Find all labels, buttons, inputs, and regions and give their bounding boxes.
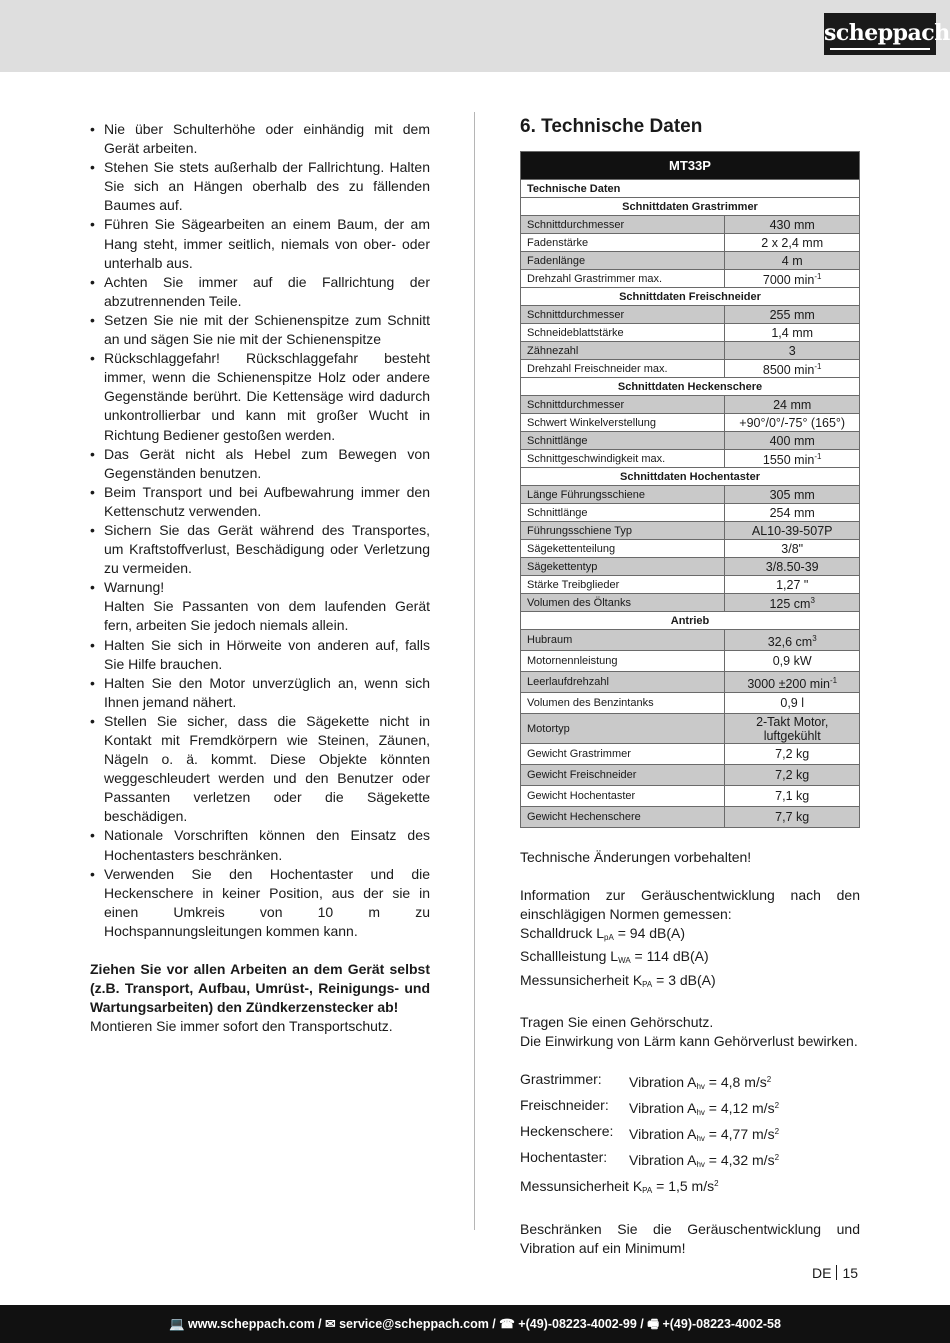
safety-instructions-column — [90, 120, 430, 1036]
vibration-row: Heckenschere: Vibration $A_{hv} = 4,77$ $m/s^2$ — [520, 1123, 780, 1144]
table-row: Schnittdurchmesser 255 mm — [521, 306, 860, 324]
hearing-loss-note: Die Einwirkung von Lärm kann Gehörverlust bewirken. — [520, 1032, 858, 1049]
vibration-uncertainty: Messunsicherheit $K_{PA} = 1,5$ $m/s^2$ — [520, 1178, 719, 1196]
table-row: Gewicht Hochentaster 7,1 kg — [521, 786, 860, 807]
header-bar — [0, 0, 950, 72]
table-row: Länge Führungsschiene 305 mm — [521, 486, 860, 504]
safety-bullet-list — [90, 120, 430, 941]
list-item: • Achten Sie immer auf die Fallrichtung der abzutrennenden Teile. — [90, 273, 430, 311]
limit-note: Beschränken Sie die Geräuschentwicklung und Vibration auf ein Minimum! — [520, 1220, 860, 1256]
column-divider — [474, 112, 475, 1230]
list-item-warning — [90, 578, 430, 635]
vibration-row: Hochentaster: Vibration $A_{hv} = 4,32$ $m/s^2$ — [520, 1149, 780, 1170]
table-row: Zähnezahl 3 — [521, 342, 860, 360]
table-row: Schneideblattstärke 1,4 mm — [521, 324, 860, 342]
vibration-row: Grastrimmer: Vibration $A_{hv} = 4,8$ $m/s^2$ — [520, 1071, 772, 1092]
logo-underline — [830, 48, 930, 50]
warning-label: Warnung! — [104, 579, 165, 596]
table-row: Drehzahl Freischneider max. 8500 $\min^{-1}$ — [521, 360, 860, 378]
vibration-row: Freischneider: Vibration $A_{hv} = 4,12$ $m/s^2$ — [520, 1097, 780, 1118]
table-row: Führungsschiene Typ AL10-39-507P — [521, 522, 860, 540]
table-row: Gewicht Grastrimmer 7,2 kg — [521, 744, 860, 765]
list-item: • Das Gerät nicht als Hebel zum Bewegen von Gegenständen benutzen. — [90, 445, 430, 483]
table-row: Gewicht Freischneider 7,2 kg — [521, 765, 860, 786]
table-row: Gewicht Hechenschere 7,7 kg — [521, 807, 860, 828]
section-heading: 6. Technische Daten — [520, 116, 703, 137]
warning-detail: Halten Sie Passanten von dem laufenden Gerät fern, arbeiten Sie jedoch niemals allein. — [104, 598, 430, 634]
table-row: Sägekettenteilung 3/8" — [521, 540, 860, 558]
table-row: Volumen des Öltanks 125 $cm^3$ — [521, 594, 860, 612]
table-main-header: Technische Daten — [521, 180, 860, 198]
list-item: • Verwenden Sie den Hochentaster und die Heckenschere in keiner Position, aus der sie in einen Umkreis von 10 m zu Hochspannungsleitungen kommen kann. — [90, 865, 430, 941]
table-section-header: Schnittdaten Grastrimmer — [521, 198, 860, 216]
list-item: • Führen Sie Sägearbeiten an einem Baum, der am Hang steht, immer seitlich, niemals von ober- oder unterhalb aus. — [90, 215, 430, 272]
sound-power: Schallleistung $L_{WA} = 114$ dB(A) — [520, 948, 709, 966]
list-item: • Nationale Vorschriften können den Einsatz des Hochentasters beschränken. — [90, 826, 430, 864]
list-item: • Beim Transport und bei Aufbewahrung immer den Kettenschutz verwenden. — [90, 483, 430, 521]
list-item: • Setzen Sie nie mit der Schienenspitze zum Schnitt an und sägen Sie nie mit der Schienenspitze — [90, 311, 430, 349]
table-row: Schnittlänge 254 mm — [521, 504, 860, 522]
list-item: • Rückschlaggefahr! Rückschlaggefahr besteht immer, wenn die Schienenspitze Holz oder andere Gegenstände berührt. Die Kettensäge wird dadurch unkontrollierbar und kann mit großer Wucht in Richtung Bediener gestoßen werden. — [90, 349, 430, 444]
noise-uncertainty: Messunsicherheit $K_{PA} = 3$ dB(A) — [520, 971, 716, 989]
list-item: • Stellen Sie sicher, dass die Sägekette nicht in Kontakt mit Fremdkörpern wie Steinen, Zäunen, Nägeln o. ä. kommt. Diese Objekte könnten weggeschleudert werden und den Benutzer oder Passanten verletzen oder die Sägekette beschädigen. — [90, 712, 430, 827]
model-name: MT33P — [521, 152, 860, 180]
table-row: Schwert Winkelverstellung +90°/0°/-75° (165°) — [521, 414, 860, 432]
table-section-header: Schnittdaten Hochentaster — [521, 468, 860, 486]
table-row: Fadenstärke 2 x 2,4 mm — [521, 234, 860, 252]
logo-text: scheppach — [824, 20, 950, 46]
page-number-value: 15 — [842, 1265, 859, 1281]
table-row: Stärke Treibglieder 1,27 " — [521, 576, 860, 594]
table-section-header: Schnittdaten Heckenschere — [521, 378, 860, 396]
noise-intro: Information zur Geräuschentwicklung nach den einschlägigen Normen gemessen: — [520, 887, 860, 923]
footer-contact: 💻 www.scheppach.com / ✉ service@scheppach.com / ☎ +(49)-08223-4002-99 / 🖷 +(49)-08223-4002-58 — [169, 1317, 781, 1331]
list-item: • Halten Sie den Motor unverzüglich an, wenn sich Ihnen jemand nähert. — [90, 674, 430, 712]
spark-plug-warning: Ziehen Sie vor allen Arbeiten an dem Gerät selbst (z.B. Transport, Aufbau, Umrüst-, Reinigungs- und Wartungsarbeiten) den Zündkerzenstecker ab! — [90, 961, 430, 1016]
table-section-header: Schnittdaten Freischneider — [521, 288, 860, 306]
list-item: • Halten Sie sich in Hörweite von anderen auf, falls Sie Hilfe brauchen. — [90, 636, 430, 674]
table-model-row — [521, 152, 860, 180]
language-code: DE — [812, 1265, 832, 1281]
footer-bar — [0, 1305, 950, 1343]
sound-pressure: Schalldruck $L_{pA} = 94$ dB(A) — [520, 925, 686, 943]
list-item: • Stehen Sie stets außerhalb der Fallrichtung. Halten Sie sich an Hängen oberhalb des zu fällenden Baumes auf. — [90, 158, 430, 215]
table-row: Motortyp 2-Takt Motor, luftgekühlt — [521, 714, 860, 744]
table-row: Schnittdurchmesser 24 mm — [521, 396, 860, 414]
scheppach-logo — [824, 13, 950, 55]
list-item: • Sichern Sie das Gerät während des Transportes, um Kraftstoffverlust, Beschädigung oder Verletzung zu vermeiden. — [90, 521, 430, 578]
table-section-header: Antrieb — [521, 612, 860, 630]
table-row: Volumen des Benzintanks 0,9 l — [521, 693, 860, 714]
page-number — [812, 1265, 858, 1281]
list-item: • Nie über Schulterhöhe oder einhändig mit dem Gerät arbeiten. — [90, 120, 430, 158]
table-row: Schnittdurchmesser 430 mm — [521, 216, 860, 234]
page-separator — [836, 1265, 837, 1280]
table-row: Fadenlänge 4 m — [521, 252, 860, 270]
table-row: Hubraum 32,6 $cm^3$ — [521, 630, 860, 651]
transport-guard-note: Montieren Sie immer sofort den Transportschutz. — [90, 1018, 393, 1035]
technical-data-table — [520, 151, 860, 828]
table-row: Schnittgeschwindigkeit max. 1550 $\min^{-1}$ — [521, 450, 860, 468]
table-row: Leerlaufdrehzahl 3000 ±200 $\min^{-1}$ — [521, 672, 860, 693]
table-row: Motornennleistung 0,9 kW — [521, 651, 860, 672]
table-row: Sägekettentyp 3/8.50-39 — [521, 558, 860, 576]
changes-reserved-note: Technische Änderungen vorbehalten! — [520, 849, 752, 865]
noise-vibration-column — [520, 848, 860, 1258]
table-row: Schnittlänge 400 mm — [521, 432, 860, 450]
table-row: Drehzahl Grastrimmer max. 7000 $\min^{-1}$ — [521, 270, 860, 288]
ear-protection-note: Tragen Sie einen Gehörschutz. — [520, 1013, 714, 1030]
